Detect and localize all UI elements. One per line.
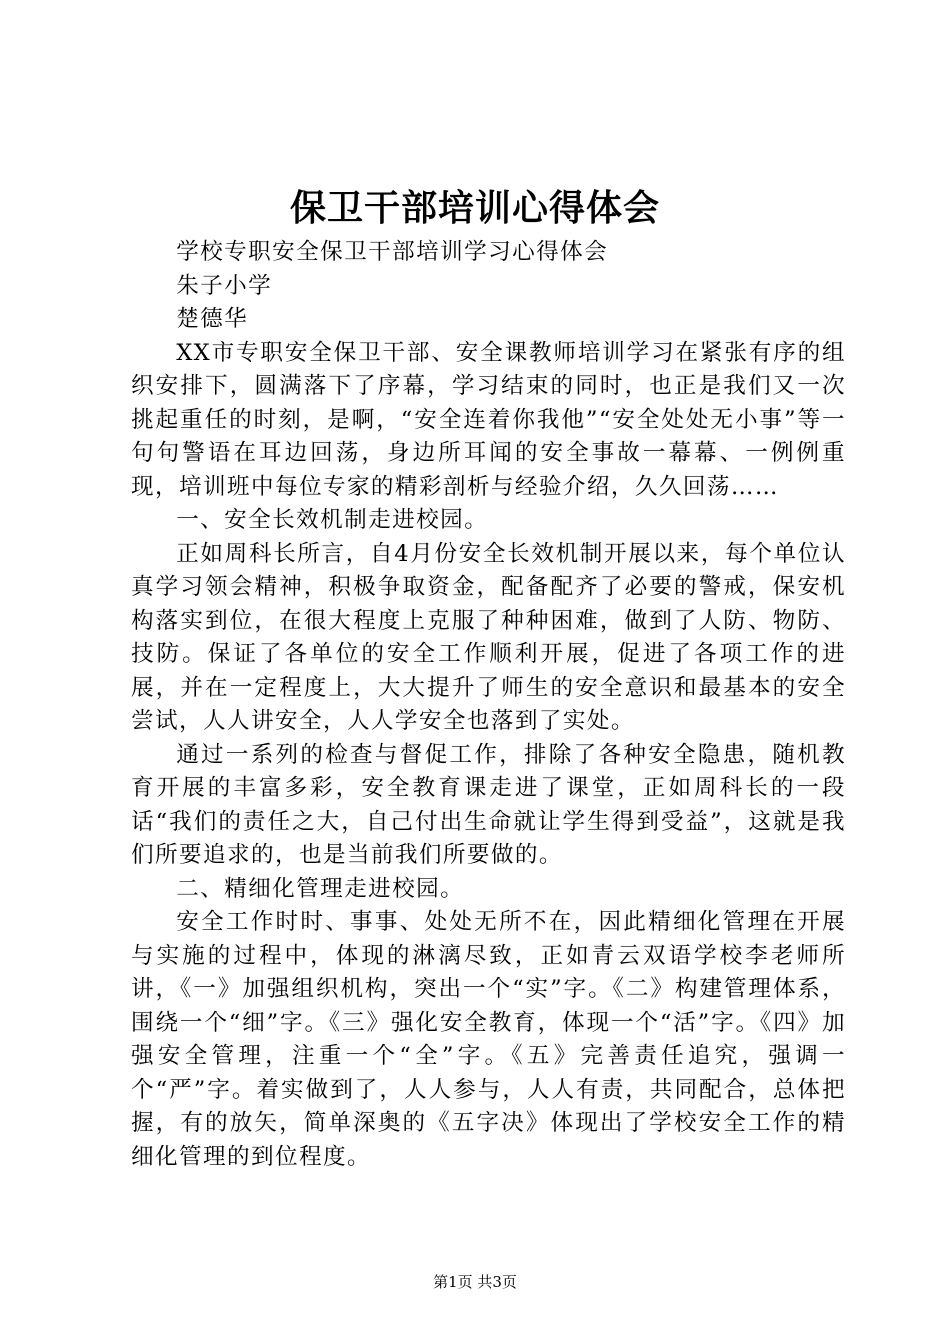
school-name-paragraph: 朱子小学 <box>176 272 273 299</box>
document-title: 保卫干部培训心得体会 <box>289 187 660 229</box>
document-body <box>131 236 846 1174</box>
body-paragraph: 安全工作时时、事事、处处无所不在，因此精细化管理在开展与实施的过程中，体现的淋漓尽致，正如青云双语学校李老师所讲，《一》加强组织机构，突出一个“实”字。《二》构建管理体系，围绕一个“细”字。《三》强化安全教育，体现一个“活”字。《四》加强安全管理，注重一个“全”字。《五》完善责任追究，强调一个“严”字。着实做到了，人人参与，人人有责，共同配合，总体把握，有的放矢，简单深奥的《五字决》体现出了学校安全工作的精细化管理的到位程度。 <box>131 909 846 1170</box>
section-heading-2: 二、精细化管理走进校园。 <box>176 875 465 902</box>
author-name-paragraph: 楚德华 <box>176 306 249 332</box>
intro-paragraph: XX市专职安全保卫干部、安全课教师培训学习在紧张有序的组织安排下，圆满落下了序幕，学习结束的同时，也正是我们又一次挑起重任的时刻，是啊，“安全连着你我他”“安全处处无小事”等一句句警语在耳边回荡，身边所耳闻的安全事故一幕幕、一例例重现，培训班中每位专家的精彩剖析与经验介绍，久久回荡…… <box>131 339 846 500</box>
subtitle-paragraph: 学校专职安全保卫干部培训学习心得体会 <box>176 239 609 265</box>
body-paragraph: 正如周科长所言，自4月份安全长效机制开展以来，每个单位认真学习领会精神，积极争取资金，配备配齐了必要的警戒，保安机构落实到位，在很大程度上克服了种种困难，做到了人防、物防、技防。保证了各单位的安全工作顺利开展，促进了各项工作的进展，并在一定程度上，大大提升了师生的安全意识和最基本的安全尝试，人人讲安全，人人学安全也落到了实处。 <box>131 540 846 734</box>
body-paragraph: 通过一系列的检查与督促工作，排除了各种安全隐患，随机教育开展的丰富多彩，安全教育课走进了课堂，正如周科长的一段话“我们的责任之大，自己付出生命就让学生得到受益”，这就是我们所要追求的，也是当前我们所要做的。 <box>131 741 846 868</box>
page-number-footer: 第1页 共3页 <box>433 1273 517 1291</box>
section-heading-1: 一、安全长效机制走进校园。 <box>176 507 489 533</box>
